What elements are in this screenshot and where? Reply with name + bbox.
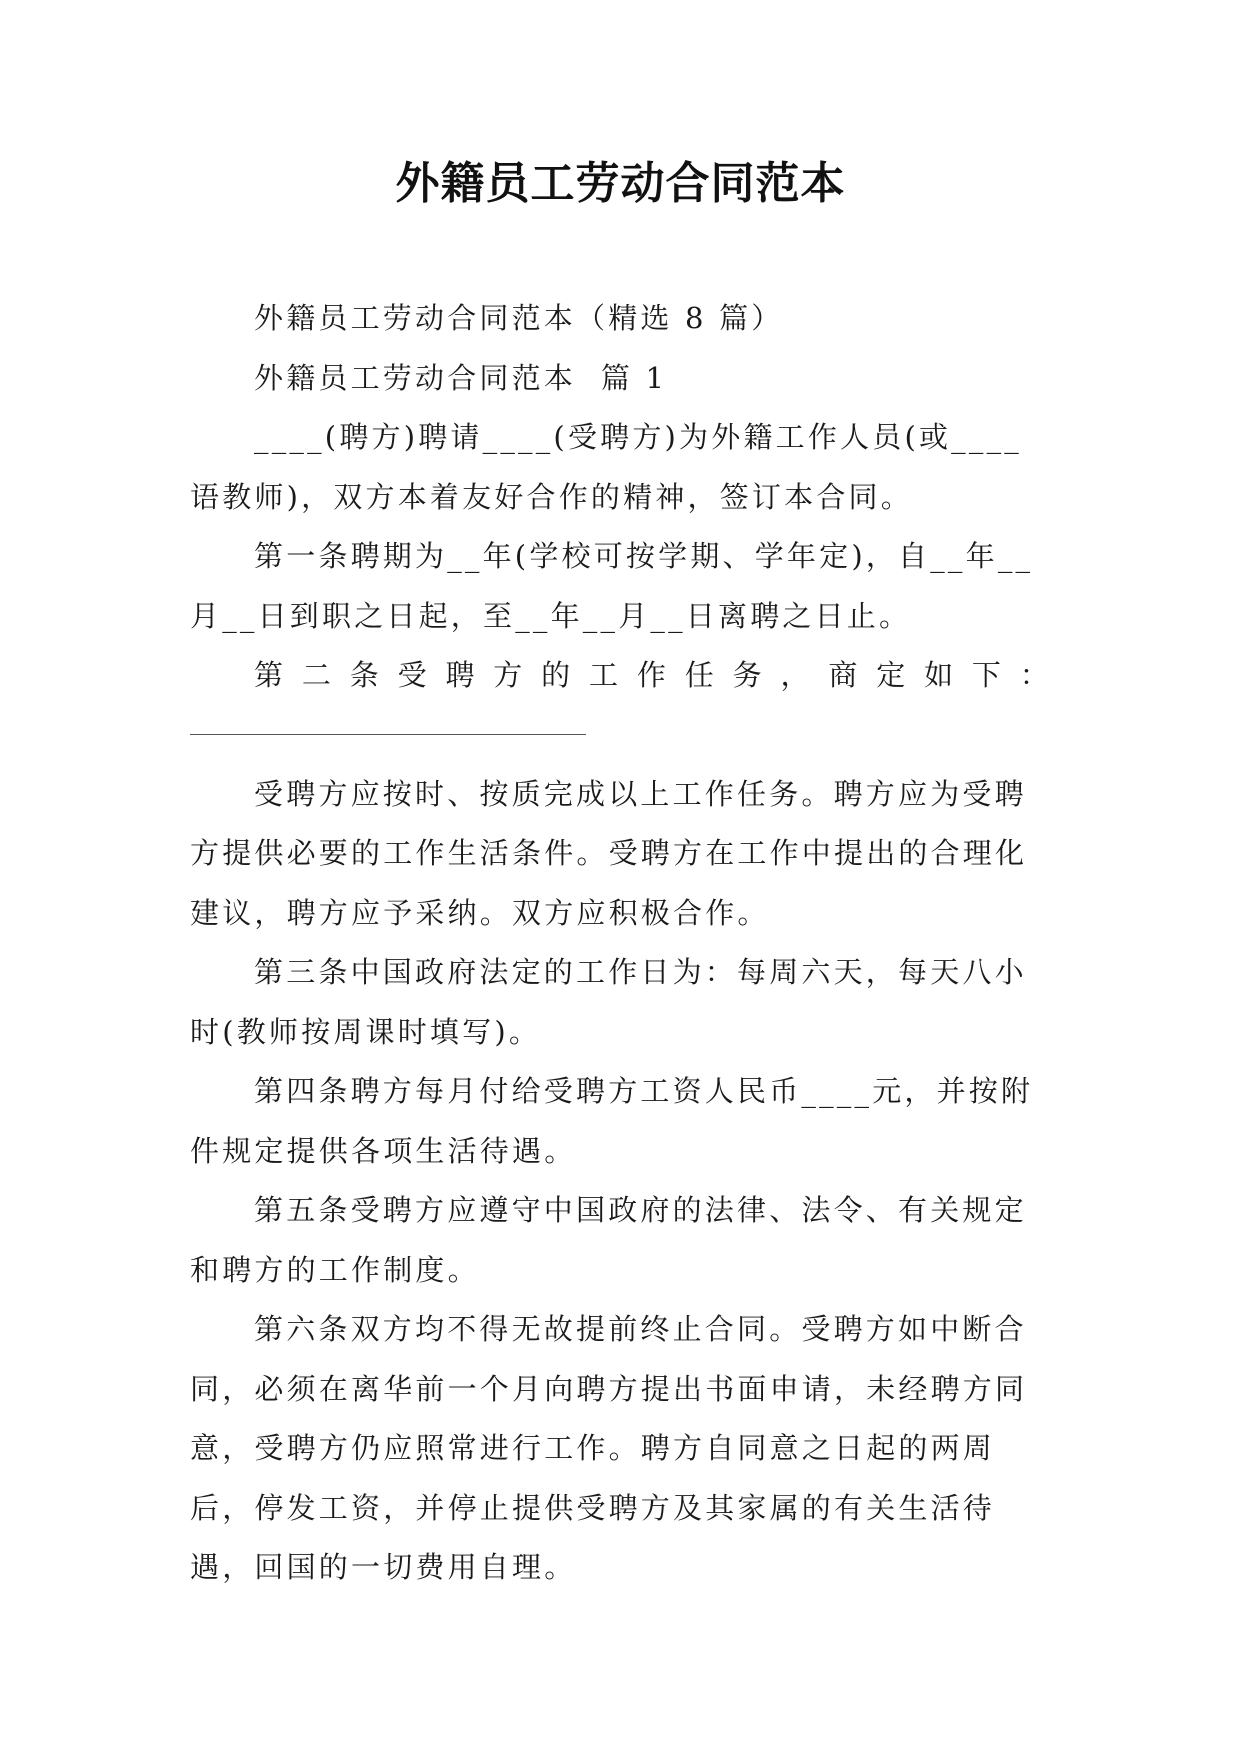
paragraph-article-5: 第五条受聘方应遵守中国政府的法律、法令、有关规定和聘方的工作制度。 xyxy=(190,1193,1027,1287)
paragraph-article-1: 第一条聘期为__年(学校可按学期、学年定)，自__年__月__日到职之日起，至__年__月__日离聘之日止。 xyxy=(190,539,1034,633)
paragraph-article-3: 第三条中国政府法定的工作日为：每周六天，每天八小时(教师按周课时填写)。 xyxy=(190,955,1027,1049)
paragraph-article-6: 第六条双方均不得无故提前终止合同。受聘方如中断合同，必须在离华前一个月向聘方提出书面申请，未经聘方同意，受聘方仍应照常进行工作。聘方自同意之日起的两周后，停发工资，并停止提供受聘方及其家属的有关生活待遇，回国的一切费用自理。 xyxy=(190,1312,1028,1584)
paragraph-section-heading: 外籍员工劳动合同范本 篇 1 xyxy=(254,360,668,395)
paragraph-intro: ____(聘方)聘请____(受聘方)为外籍工作人员(或____语教师)，双方本着友好合作的精神，签订本合同。 xyxy=(190,420,1022,514)
document-body xyxy=(190,289,1052,1598)
paragraph-collection-title: 外籍员工劳动合同范本（精选 8 篇） xyxy=(254,301,784,335)
blank-fill-line xyxy=(190,734,586,735)
paragraph-article-4: 第四条聘方每月付给受聘方工资人民币____元，并按附件规定提供各项生活待遇。 xyxy=(190,1074,1034,1168)
paragraph-article-2: 第二条受聘方的工作任务，商定如下： xyxy=(254,658,1052,692)
paragraph-duties: 受聘方应按时、按质完成以上工作任务。聘方应为受聘方提供必要的工作生活条件。受聘方在工作中提出的合理化建议，聘方应予采纳。双方应积极合作。 xyxy=(190,776,1028,930)
document-title: 外籍员工劳动合同范本 xyxy=(395,158,846,209)
